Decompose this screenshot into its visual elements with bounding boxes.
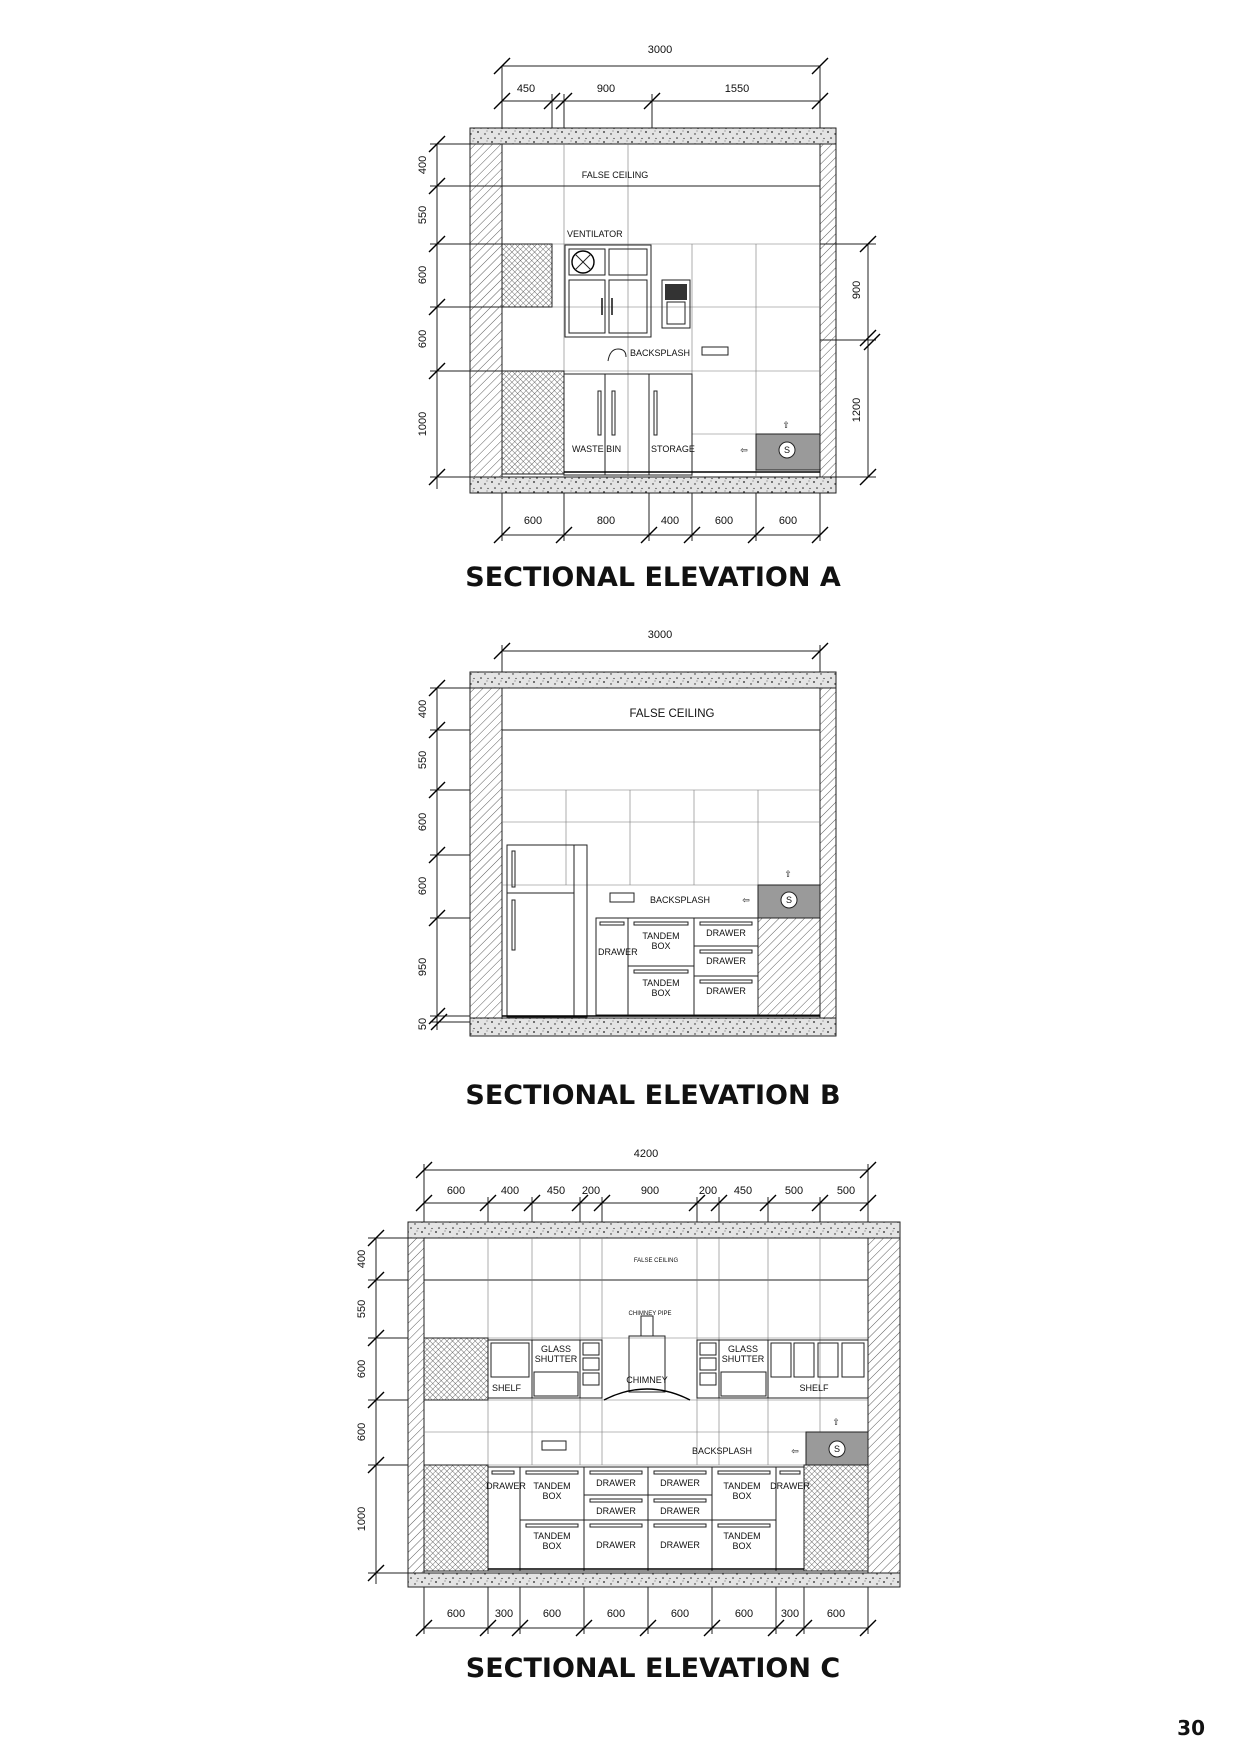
b-tandem-label-2b: BOX (651, 988, 671, 998)
a-ceiling-slab (470, 128, 836, 144)
c-chimney-pipe (641, 1316, 653, 1336)
c-upper-left-hatch (424, 1338, 488, 1400)
b-corner-hatch (758, 918, 820, 1015)
c-bottom-dimensions (416, 1587, 876, 1636)
b-drawer-label-4: DRAWER (706, 986, 746, 996)
b-right-wall (820, 688, 836, 1018)
c-false-ceiling-label: FALSE CEILING (633, 1258, 679, 1264)
c-up-arrow-icon: ⇧ (832, 1417, 840, 1427)
a-bottom-dim-4: 600 (714, 515, 734, 527)
c-left-wall (408, 1238, 424, 1573)
b-overall-width: 3000 (647, 629, 673, 641)
b-left-dim-6: 50 (417, 1017, 429, 1031)
a-wall-cabinet (565, 245, 651, 337)
a-left-dim-1: 400 (417, 155, 429, 175)
b-tandem-label-1a: TANDEM (642, 931, 680, 941)
c-bottom-dim-6: 600 (734, 1608, 754, 1620)
c-drawer-label-5: DRAWER (660, 1506, 700, 1516)
c-lower-right-hatch (804, 1465, 868, 1571)
b-left-dim-4: 600 (417, 876, 429, 896)
c-tandem-label-4b: BOX (732, 1541, 752, 1551)
a-ventilator (569, 249, 605, 275)
a-sink-label: S (783, 445, 791, 455)
c-left-dim-2: 550 (356, 1299, 368, 1319)
a-waste-bin-label: WASTE BIN (572, 444, 622, 454)
a-overall-width: 3000 (647, 44, 673, 56)
c-bottom-dim-1: 600 (446, 1608, 466, 1620)
c-left-dim-4: 600 (356, 1422, 368, 1442)
a-top-dim-1: 450 (516, 83, 536, 95)
a-left-dim-5: 1000 (417, 411, 429, 437)
b-left-dim-5: 950 (417, 957, 429, 977)
c-tandem-label-2b: BOX (542, 1541, 562, 1551)
faucet-icon (608, 349, 626, 361)
a-bottom-dim-2: 800 (596, 515, 616, 527)
b-left-wall (470, 688, 502, 1018)
c-tandem-label-1a: TANDEM (533, 1481, 571, 1491)
c-top-dim-6: 200 (698, 1185, 718, 1197)
c-title: SECTIONAL ELEVATION C (465, 1653, 841, 1684)
c-lower-left-hatch (424, 1465, 488, 1571)
a-left-dim-4: 600 (417, 329, 429, 349)
a-top-dimensions (494, 44, 828, 128)
b-left-dim-1: 400 (417, 699, 429, 719)
c-chimney-label: CHIMNEY (626, 1375, 668, 1385)
c-ceiling-slab (408, 1222, 900, 1238)
c-shelf-right: SHELF (799, 1383, 829, 1393)
elevation-a (417, 44, 880, 593)
b-drawer-label-3: DRAWER (706, 956, 746, 966)
a-bottom-dim-3: 400 (660, 515, 680, 527)
b-ceiling-slab (470, 672, 836, 688)
b-left-dim-3: 600 (417, 812, 429, 832)
b-up-arrow-icon: ⇧ (784, 869, 792, 879)
c-overall-width: 4200 (633, 1148, 659, 1160)
c-top-dim-8: 500 (784, 1185, 804, 1197)
up-arrow-icon: ⇧ (782, 420, 790, 430)
left-arrow-icon: ⇦ (740, 445, 748, 455)
c-tandem-label-4a: TANDEM (723, 1531, 761, 1541)
c-drawer-label-2: DRAWER (596, 1478, 636, 1488)
b-backsplash-label: BACKSPLASH (650, 895, 711, 905)
b-left-arrow-icon: ⇦ (742, 895, 750, 905)
a-bottom-dim-1: 600 (523, 515, 543, 527)
a-left-wall (470, 144, 502, 477)
a-upper-hatch (502, 244, 552, 307)
c-glass-shutter-left-2: SHUTTER (534, 1354, 578, 1364)
a-backsplash-label: BACKSPLASH (630, 348, 691, 358)
b-tandem-label-1b: BOX (651, 941, 671, 951)
c-bottom-dim-5: 600 (670, 1608, 690, 1620)
c-switch-board-icon (542, 1441, 566, 1450)
b-title: SECTIONAL ELEVATION B (465, 1080, 841, 1111)
c-top-dim-3: 450 (546, 1185, 566, 1197)
b-tandem-label-2a: TANDEM (642, 978, 680, 988)
a-appliance-panel (665, 284, 687, 300)
c-top-dimensions (416, 1148, 876, 1222)
c-top-dim-4: 200 (581, 1185, 601, 1197)
page-number: 30 (1177, 1716, 1205, 1740)
c-top-dim-2: 400 (500, 1185, 520, 1197)
c-left-dim-5: 1000 (356, 1506, 368, 1532)
c-glass-shutter-right-2: SHUTTER (721, 1354, 765, 1364)
c-right-wall (868, 1238, 900, 1573)
c-drawer-label-7: DRAWER (660, 1540, 700, 1550)
c-top-dim-5: 900 (640, 1185, 660, 1197)
a-left-dim-3: 600 (417, 265, 429, 285)
a-bottom-dim-5: 600 (778, 515, 798, 527)
c-bottom-dim-4: 600 (606, 1608, 626, 1620)
c-bottom-dim-8: 600 (826, 1608, 846, 1620)
c-bottom-dim-3: 600 (542, 1608, 562, 1620)
c-bottom-dim-2: 300 (494, 1608, 514, 1620)
c-backsplash-label: BACKSPLASH (692, 1446, 753, 1456)
c-top-dim-1: 600 (446, 1185, 466, 1197)
b-floor-slab (470, 1018, 836, 1036)
c-shelf-left: SHELF (492, 1383, 522, 1393)
c-drawer-label-6: DRAWER (596, 1540, 636, 1550)
c-sink-label: S (833, 1444, 841, 1454)
b-drawer-label-2: DRAWER (706, 928, 746, 938)
elevation-b (417, 629, 841, 1111)
c-bottom-dim-7: 300 (780, 1608, 800, 1620)
c-drawer-label-4: DRAWER (596, 1506, 636, 1516)
b-left-dim-2: 550 (417, 750, 429, 770)
c-top-dim-9: 500 (836, 1185, 856, 1197)
a-right-dim-2: 1200 (851, 397, 863, 423)
a-left-dim-2: 550 (417, 205, 429, 225)
c-tandem-label-1b: BOX (542, 1491, 562, 1501)
c-drawer-label-1: DRAWER (486, 1481, 526, 1491)
a-top-dim-3: 1550 (724, 83, 750, 95)
a-right-dim-1: 900 (851, 280, 863, 300)
c-left-arrow-icon: ⇦ (791, 1446, 799, 1456)
c-left-dim-3: 600 (356, 1359, 368, 1379)
c-glass-shutter-left-1: GLASS (540, 1344, 572, 1354)
c-left-dimensions (356, 1230, 408, 1584)
a-lower-hatch (502, 371, 564, 474)
c-drawer-label-3: DRAWER (660, 1478, 700, 1488)
a-storage-label: STORAGE (651, 444, 695, 454)
a-title: SECTIONAL ELEVATION A (465, 562, 841, 593)
a-floor-slab (470, 477, 836, 493)
b-switch-board-icon (610, 893, 634, 902)
c-left-dim-1: 400 (356, 1249, 368, 1269)
c-tandem-label-3a: TANDEM (723, 1481, 761, 1491)
b-sink-label: S (785, 895, 793, 905)
a-bottom-dimensions (494, 493, 828, 543)
a-cabinet-door-left (569, 280, 605, 333)
b-top-dimensions (494, 629, 828, 672)
a-ventilator-label: VENTILATOR (567, 229, 623, 239)
c-top-dim-7: 450 (733, 1185, 753, 1197)
c-tandem-label-2a: TANDEM (533, 1531, 571, 1541)
c-drawer-label-8: DRAWER (770, 1481, 810, 1491)
b-false-ceiling-label: FALSE CEILING (629, 708, 715, 720)
b-left-dimensions (417, 680, 470, 1030)
switch-board-icon (702, 347, 728, 355)
c-floor-slab (408, 1573, 900, 1587)
a-top-dim-2: 900 (596, 83, 616, 95)
c-glass-shutter-right-1: GLASS (727, 1344, 759, 1354)
b-refrigerator (507, 845, 587, 1017)
b-drawer-label-1: DRAWER (598, 947, 638, 957)
c-chimney-pipe-label: CHIMNEY PIPE (628, 1311, 672, 1317)
a-false-ceiling-label: FALSE CEILING (581, 170, 649, 180)
a-right-wall (820, 144, 836, 477)
c-tandem-label-3b: BOX (732, 1491, 752, 1501)
elevation-c (356, 1148, 900, 1684)
